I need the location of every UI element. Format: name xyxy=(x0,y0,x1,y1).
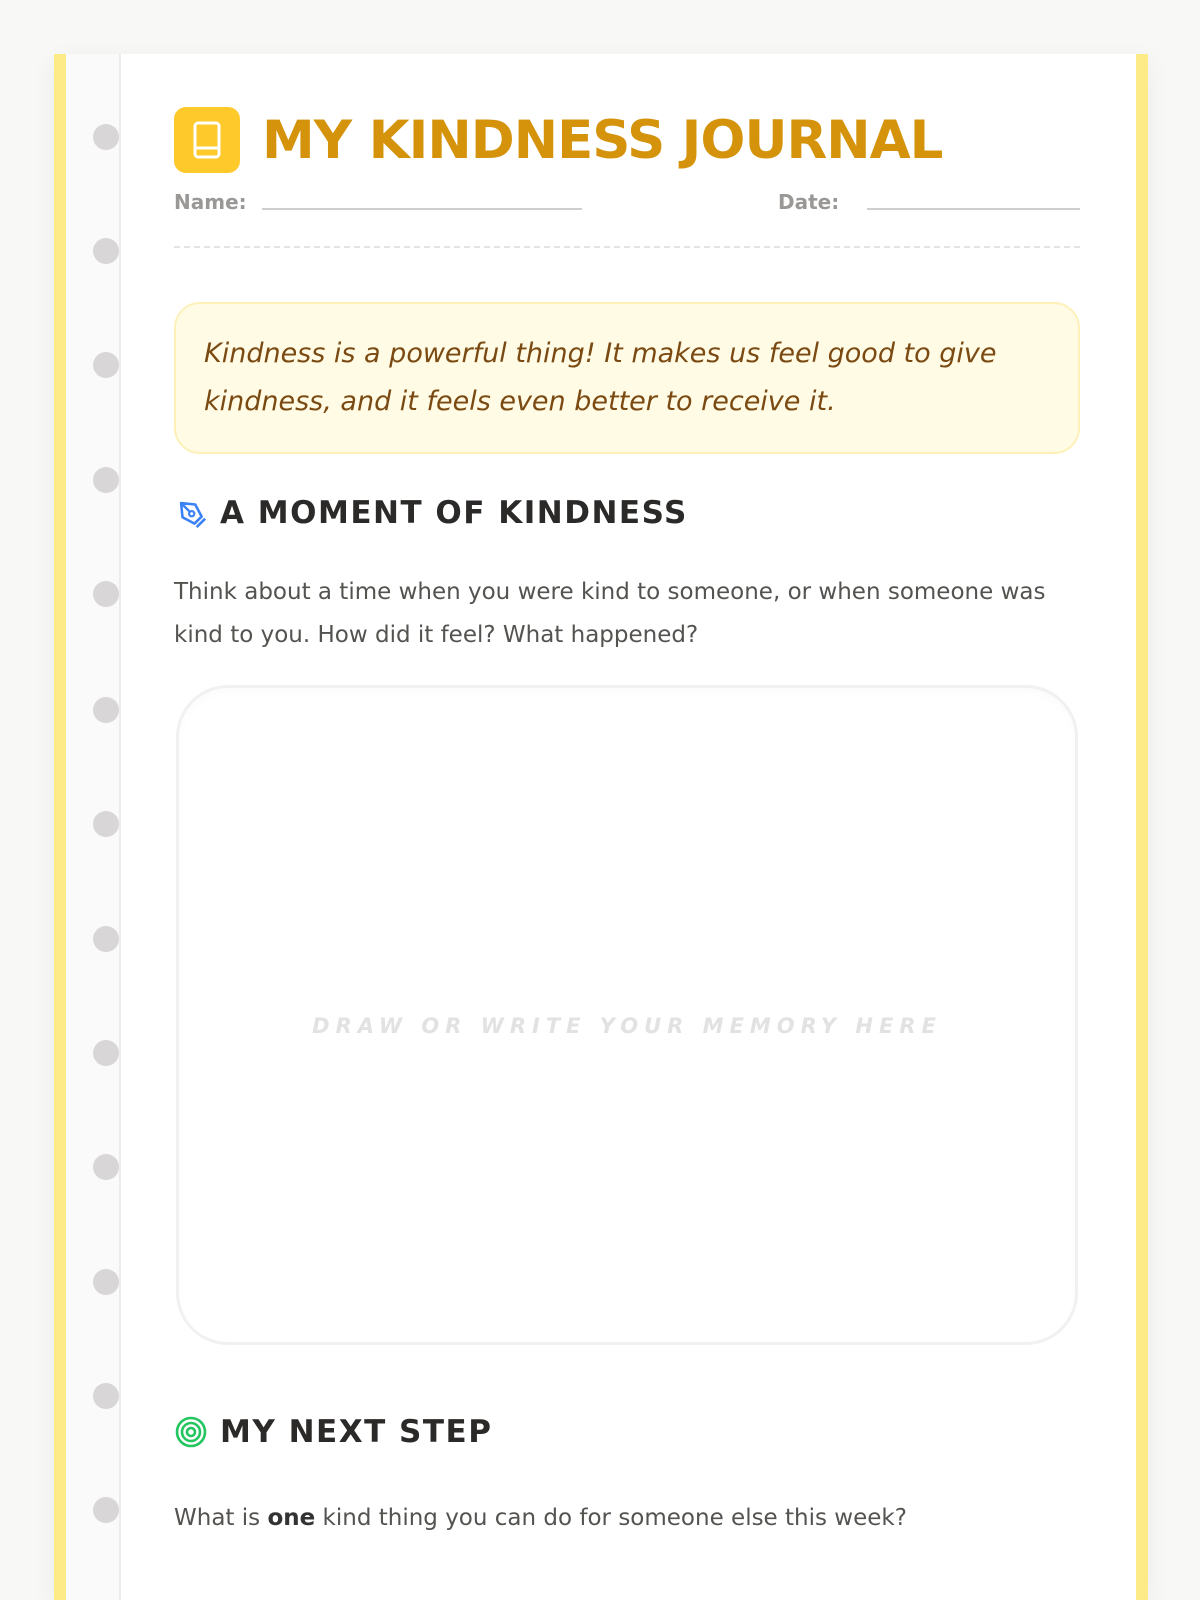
next-step-prompt-end: kind thing you can do for someone else this week? xyxy=(315,1505,907,1531)
pen-nib-icon xyxy=(174,496,208,530)
moment-heading xyxy=(174,495,688,531)
left-yellow-edge xyxy=(54,54,66,1600)
binder-hole xyxy=(93,1383,119,1409)
binder-hole xyxy=(93,926,119,952)
next-step-heading-label: MY NEXT STEP xyxy=(220,1414,493,1450)
date-label: Date: xyxy=(778,190,840,214)
name-label: Name: xyxy=(174,190,247,214)
book-icon xyxy=(174,107,240,173)
binder-hole xyxy=(93,1154,119,1180)
page-title: MY KINDNESS JOURNAL xyxy=(262,109,943,171)
next-step-prompt-emphasis: one xyxy=(267,1505,316,1531)
binder-hole xyxy=(93,581,119,607)
binder-hole xyxy=(93,811,119,837)
binder-hole xyxy=(93,467,119,493)
header-divider xyxy=(174,246,1080,248)
kindness-quote: Kindness is a powerful thing! It makes us feel good to give kindness, and it feels even better to receive it. xyxy=(204,338,997,417)
binder-hole xyxy=(93,1040,119,1066)
binder-hole xyxy=(93,238,119,264)
binder-hole xyxy=(93,1269,119,1295)
memory-drawing-box[interactable] xyxy=(176,685,1078,1345)
memory-box-hint: DRAW OR WRITE YOUR MEMORY HERE xyxy=(312,1014,942,1038)
binder-hole xyxy=(93,697,119,723)
binder-hole xyxy=(93,1497,119,1523)
binder-hole xyxy=(93,124,119,150)
binder-hole xyxy=(93,352,119,378)
moment-prompt: Think about a time when you were kind to someone, or when someone was kind to you. How did it feel? What happened? xyxy=(174,579,1046,648)
journal-page xyxy=(54,54,1148,1600)
next-step-heading xyxy=(174,1414,492,1450)
date-line[interactable] xyxy=(867,208,1080,210)
right-yellow-edge xyxy=(1136,54,1148,1600)
binder-margin xyxy=(66,54,121,1600)
moment-heading-label: A MOMENT OF KINDNESS xyxy=(220,495,688,531)
title-row xyxy=(174,107,942,173)
next-step-prompt-start: What is xyxy=(174,1505,268,1531)
target-icon xyxy=(174,1415,208,1449)
next-step-prompt xyxy=(174,1497,1080,1540)
kindness-quote-box xyxy=(174,302,1080,454)
name-line[interactable] xyxy=(262,208,582,210)
